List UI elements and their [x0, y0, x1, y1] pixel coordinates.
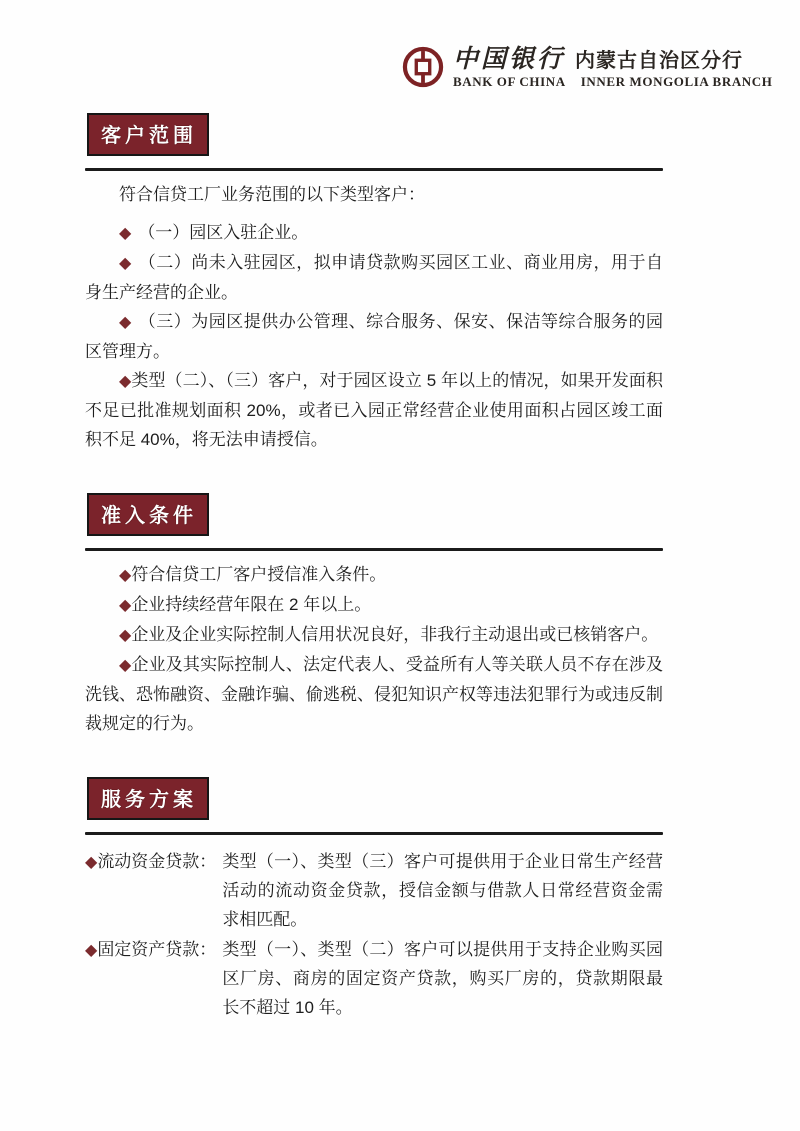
section-title-badge — [87, 113, 209, 156]
diamond-bullet-icon: ◆ — [119, 314, 132, 331]
diamond-bullet-icon: ◆ — [119, 373, 132, 390]
list-item — [85, 248, 663, 307]
service-term-text: 固定资产贷款： — [97, 940, 217, 959]
list-item — [85, 620, 663, 650]
service-item-fixed-asset-loan — [85, 935, 663, 1022]
section-customer-scope — [85, 90, 663, 454]
bank-brand-zh: 中国银行 — [453, 43, 566, 73]
service-list — [85, 847, 663, 1022]
section-intro: 符合信贷工厂业务范围的以下类型客户： — [119, 185, 425, 204]
bank-logo-chinese-row — [453, 43, 773, 73]
list-item-text: 符合信贷工厂客户授信准入条件。 — [131, 565, 387, 584]
bullet-list — [85, 218, 663, 454]
list-item-text: 企业持续经营年限在 2 年以上。 — [131, 595, 372, 614]
list-item — [85, 366, 663, 454]
diamond-bullet-icon: ◆ — [119, 225, 132, 242]
document-content — [0, 90, 800, 1022]
section-title-badge — [87, 777, 209, 820]
list-item-text: （三）为园区提供办公管理、综合服务、保安、保洁等综合服务的园区管理方。 — [85, 312, 663, 361]
bank-brand-en: BANK OF CHINA — [453, 73, 566, 89]
section-divider-rule — [85, 832, 663, 835]
diamond-bullet-icon: ◆ — [119, 255, 132, 272]
section-service-plan — [85, 738, 663, 1022]
section-title-badge — [87, 493, 209, 536]
diamond-bullet-icon: ◆ — [119, 627, 132, 644]
service-description: 类型（一）、类型（二）客户可以提供用于支持企业购买园区厂房、商房的固定资产贷款，购买厂房的，贷款期限最长不超过 10 年。 — [222, 940, 663, 1017]
bank-logo-english-row — [453, 75, 773, 89]
list-item — [85, 560, 663, 590]
list-item-text: 类型（二）、（三）客户，对于园区设立 5 年以上的情况，如果开发面积不足已批准规划面积 20%，或者已入园正常经营企业使用面积占园区竣工面积不足 40%，将无法申请授信。 — [85, 371, 663, 449]
bank-logo — [0, 0, 800, 90]
bank-of-china-emblem-icon — [402, 46, 444, 88]
list-item-text: 企业及企业实际控制人信用状况良好，非我行主动退出或已核销客户。 — [131, 625, 659, 644]
service-term-text: 流动资金贷款： — [97, 852, 217, 871]
section-title: 准入条件 — [101, 505, 197, 527]
service-term — [85, 847, 216, 877]
service-item-working-capital-loan — [85, 847, 663, 934]
bank-branch-en: INNER MONGOLIA BRANCH — [580, 73, 773, 89]
diamond-bullet-icon: ◆ — [119, 567, 132, 584]
list-item — [85, 218, 663, 248]
bank-branch-zh: 内蒙古自治区分行 — [575, 47, 744, 72]
list-item-text: （二）尚未入驻园区，拟申请贷款购买园区工业、商业用房，用于自身生产经营的企业。 — [85, 253, 663, 302]
diamond-bullet-icon: ◆ — [85, 942, 98, 959]
service-term — [85, 935, 216, 965]
section-title: 客户范围 — [101, 125, 197, 147]
diamond-bullet-icon: ◆ — [85, 854, 98, 871]
diamond-bullet-icon: ◆ — [119, 597, 132, 614]
section-title: 服务方案 — [101, 789, 197, 811]
diamond-bullet-icon: ◆ — [119, 657, 132, 674]
bank-logo-text — [453, 43, 773, 89]
list-item — [85, 590, 663, 620]
list-item-text: （一）园区入驻企业。 — [138, 223, 309, 242]
section-divider-rule — [85, 548, 663, 551]
list-item — [85, 650, 663, 738]
list-item-text: 企业及其实际控制人、法定代表人、受益所有人等关联人员不存在涉及洗钱、恐怖融资、金融诈骗、偷逃税、侵犯知识产权等违法犯罪行为或违反制裁规定的行为。 — [85, 655, 664, 733]
section-divider-rule — [85, 168, 663, 171]
section-entry-conditions — [85, 454, 663, 738]
service-description: 类型（一）、类型（三）客户可提供用于企业日常生产经营活动的流动资金贷款，授信金额与借款人日常经营资金需求相匹配。 — [222, 852, 663, 929]
list-item — [85, 307, 663, 366]
bullet-list — [85, 560, 663, 738]
